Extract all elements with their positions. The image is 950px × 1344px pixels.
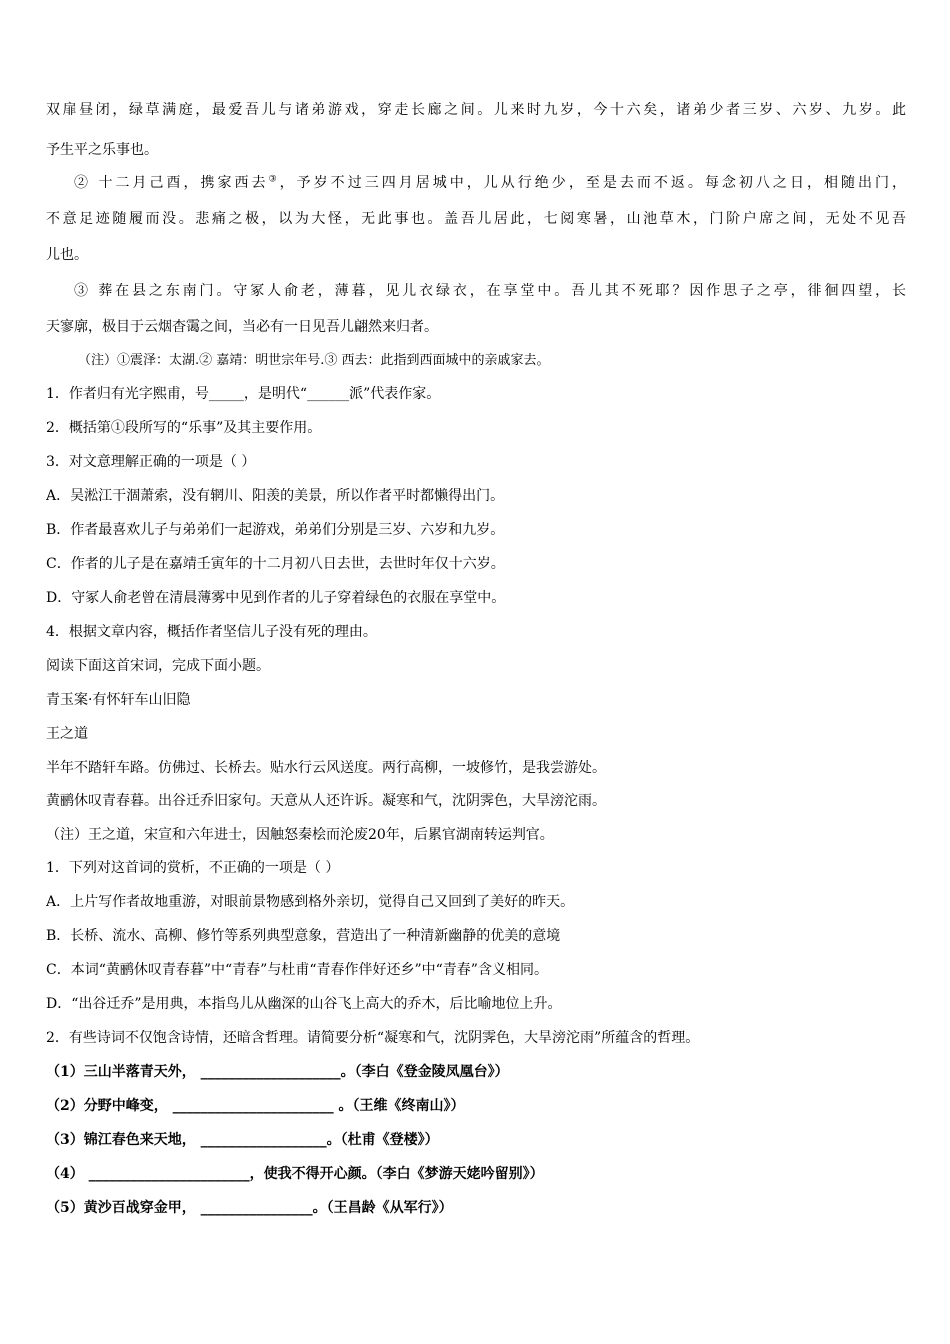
passage-text: ② 十二月己酉，携家西去 <box>74 175 269 191</box>
passage-line: 不意足迹随履而没。悲痛之极，以为大怪，无此事也。盖吾儿居此，七阅寒暑，山池草木，门阶户席之间，无处不见吾 <box>46 211 906 227</box>
option-c: C．作者的儿子是在嘉靖壬寅年的十二月初八日去世，去世时年仅十六岁。 <box>46 556 505 572</box>
passage-note: （注）①震泽：太湖.② 嘉靖：明世宗年号.③ 西去：此指到西面城中的亲戚家去。 <box>78 353 550 368</box>
poem-intro: 阅读下面这首宋词，完成下面小题。 <box>46 658 270 674</box>
option-a: A．吴淞江干涸萧索，没有辋川、阳羡的美景，所以作者平时都懒得出门。 <box>46 488 505 504</box>
passage-line: ③ 葬在县之东南门。守冢人俞老，薄暮，见儿衣绿衣，在享堂中。吾儿其不死耶？因作思子之亭，徘徊四望，长 <box>74 283 906 299</box>
poem-question-2: 2．有些诗词不仅饱含诗情，还暗含哲理。请简要分析“凝寒和气，沈阴霁色，大旱滂沱雨”所蕴含的哲理。 <box>46 1030 700 1046</box>
fill-blank-4: （4） _______________________，使我不得开心颜。（李白《梦游天姥吟留别》） <box>46 1166 544 1182</box>
fill-blank-5: （5）黄沙百战穿金甲， ________________。（王昌龄《从军行》） <box>46 1200 453 1216</box>
fill-blank-1: （1）三山半落青天外， ____________________。（李白《登金陵凤凰台》） <box>46 1064 509 1080</box>
poem-note: （注）王之道，宋宣和六年进士，因触怒秦桧而沦废20年，后累官湖南转运判官。 <box>46 827 554 843</box>
poem-question-1: 1．下列对这首词的赏析，不正确的一项是（ ） <box>46 860 340 876</box>
passage-text: ，予岁不过三四月居城中，儿从行绝少，至是去而不返。每念初八之日，相随出门， <box>279 175 906 191</box>
question-2: 2．概括第①段所写的“乐事”及其主要作用。 <box>46 420 322 436</box>
option-a: A．上片写作者故地重游，对眼前景物感到格外亲切，觉得自己又回到了美好的昨天。 <box>46 894 575 910</box>
poem-author: 王之道 <box>46 726 88 742</box>
question-3: 3．对文意理解正确的一项是（ ） <box>46 454 256 470</box>
footnote-marker: ③ <box>268 174 280 185</box>
fill-blank-2: （2）分野中峰变， _______________________ 。（王维《终南山》） <box>46 1098 465 1114</box>
option-b: B．作者最喜欢儿子与弟弟们一起游戏，弟弟们分别是三岁、六岁和九岁。 <box>46 522 505 538</box>
poem-line: 半年不踏轩车路。仿佛过、长桥去。贴水行云风送度。两行高柳，一坡修竹，是我尝游处。 <box>46 760 606 776</box>
passage-paragraph-2 <box>74 173 906 193</box>
poem-title: 青玉案·有怀轩车山旧隐 <box>46 692 191 708</box>
question-4: 4．根据文章内容，概括作者坚信儿子没有死的理由。 <box>46 624 377 640</box>
question-1: 1．作者归有光字熙甫，号_____，是明代“______派”代表作家。 <box>46 386 441 402</box>
passage-line: 双扉昼闭，绿草满庭，最爱吾儿与诸弟游戏，穿走长廊之间。儿来时九岁，今十六矣，诸弟少者三岁、六岁、九岁。此 <box>46 102 906 118</box>
option-b: B．长桥、流水、高柳、修竹等系列典型意象，营造出了一种清新幽静的优美的意境 <box>46 928 561 944</box>
option-d: D．“出谷迁乔”是用典，本指鸟儿从幽深的山谷飞上高大的乔木，后比喻地位上升。 <box>46 996 562 1012</box>
poem-line: 黄鹂休叹青春暮。出谷迁乔旧家句。天意从人还许诉。凝寒和气，沈阴霁色，大旱滂沱雨。 <box>46 793 606 809</box>
passage-line: 儿也。 <box>46 247 88 263</box>
fill-blank-3: （3）锦江春色来天地， __________________。（杜甫《登楼》） <box>46 1132 439 1148</box>
option-c: C．本词“黄鹂休叹青春暮”中“青春”与杜甫“青春作伴好还乡”中“青春”含义相同。 <box>46 962 548 978</box>
passage-line: 天寥廓，极目于云烟杳霭之间，当必有一日见吾儿翩然来归者。 <box>46 319 438 335</box>
option-d: D．守冢人俞老曾在清晨薄雾中见到作者的儿子穿着绿色的衣服在享堂中。 <box>46 590 506 606</box>
passage-line: 予生平之乐事也。 <box>46 142 158 158</box>
